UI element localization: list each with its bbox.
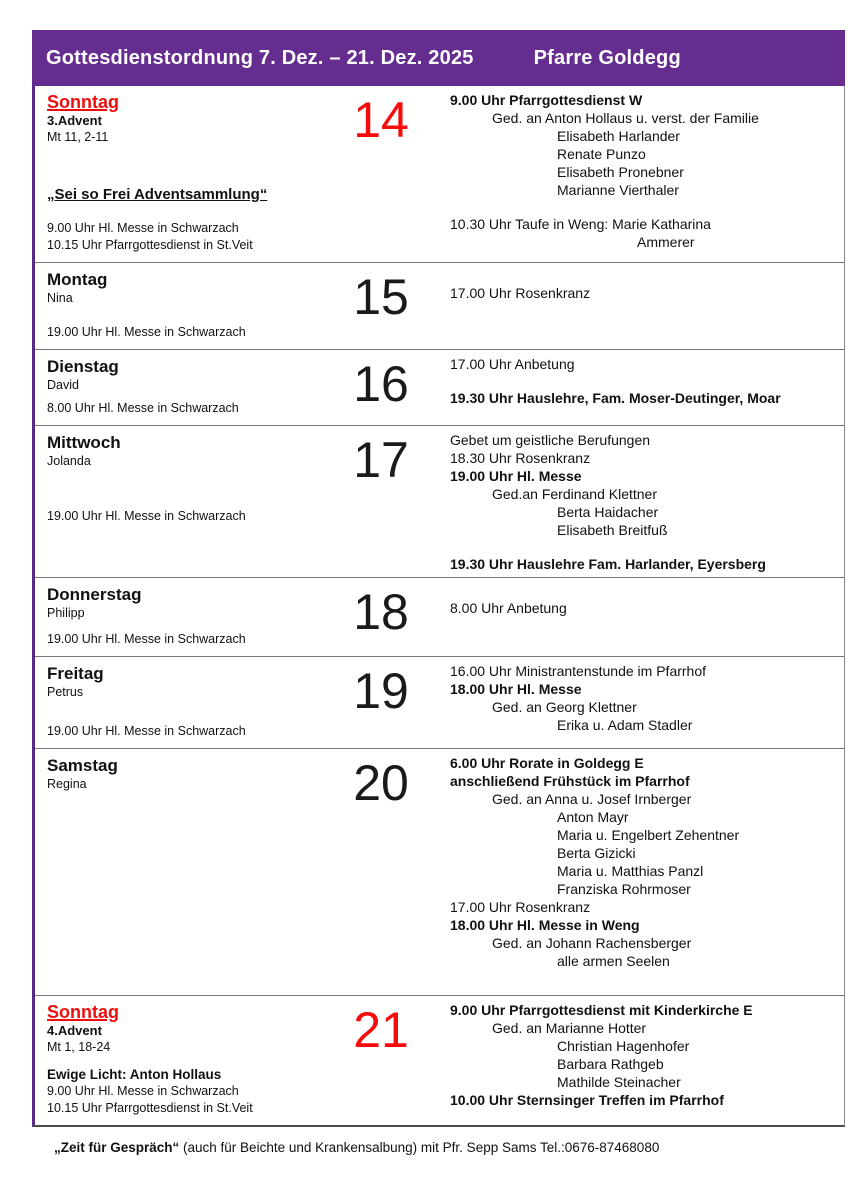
service-line: 19.00 Uhr Hl. Messe in Schwarzach [47, 325, 246, 339]
day-subtitle: Philipp [47, 606, 85, 620]
day-subtitle: Nina [47, 291, 73, 305]
service-line: 16.00 Uhr Ministrantenstunde im Pfarrhof [450, 663, 707, 679]
collection-announcement: „Sei so Frei Adventsammlung“ [47, 186, 268, 203]
day-right-cell [447, 350, 844, 425]
day-name: Sonntag [47, 1002, 119, 1022]
service-line: 18.30 Uhr Rosenkranz [450, 450, 591, 466]
service-line: Berta Gizicki [557, 845, 636, 861]
service-line: Ged.an Ferdinand Klettner [492, 486, 657, 502]
header-bar [32, 30, 845, 86]
service-line: 17.00 Uhr Rosenkranz [450, 285, 591, 301]
day-left-cell [35, 426, 315, 577]
day-left-cell [35, 996, 315, 1125]
day-date: 14 [353, 92, 409, 148]
day-name: Samstag [47, 756, 118, 775]
service-line: Franziska Rohrmoser [557, 881, 691, 897]
service-line: Ammerer [637, 234, 695, 250]
spacer-line [447, 373, 840, 389]
day-row-14 [35, 86, 844, 262]
service-line: 9.00 Uhr Hl. Messe in Schwarzach [47, 1084, 239, 1098]
service-line: Berta Haidacher [557, 504, 659, 520]
day-name: Sonntag [47, 92, 119, 112]
parish-name: Pfarre Goldegg [533, 46, 681, 69]
service-line: 8.00 Uhr Hl. Messe in Schwarzach [47, 401, 239, 415]
day-right-cell [447, 86, 844, 262]
day-left-services [47, 186, 315, 254]
service-line: 10.15 Uhr Pfarrgottesdienst in St.Veit [47, 1101, 253, 1115]
service-line: Ged. an Anna u. Josef Irnberger [492, 791, 692, 807]
spacer-line [447, 268, 840, 284]
day-subtitle: Mt 1, 18-24 [47, 1040, 111, 1054]
footer-lead: „Zeit für Gespräch“ [54, 1140, 180, 1155]
service-line: 18.00 Uhr Hl. Messe in Weng [450, 917, 640, 933]
day-name: Donnerstag [47, 585, 142, 604]
service-line: 9.00 Uhr Pfarrgottesdienst mit Kinderkirche E [450, 1002, 753, 1018]
service-line: Erika u. Adam Stadler [557, 717, 693, 733]
day-name: Montag [47, 270, 108, 289]
day-subtitle: Petrus [47, 685, 84, 699]
day-row-19 [35, 656, 844, 748]
day-left-services [47, 723, 315, 740]
day-name: Dienstag [47, 357, 119, 376]
service-line: 19.00 Uhr Hl. Messe [450, 468, 582, 484]
service-line: 6.00 Uhr Rorate in Goldegg E [450, 755, 644, 771]
service-line: Anton Mayr [557, 809, 629, 825]
day-right-cell [447, 996, 844, 1125]
day-left-services [47, 508, 315, 525]
service-line: Ged. an Johann Rachensberger [492, 935, 692, 951]
service-line: 19.00 Uhr Hl. Messe in Schwarzach [47, 724, 246, 738]
service-line: Gebet um geistliche Berufungen [450, 432, 651, 448]
day-left-services [47, 324, 315, 341]
service-line: Ged. an Anton Hollaus u. verst. der Familie [492, 110, 759, 126]
day-left-services [47, 631, 315, 648]
service-line: Ewige Licht: Anton Hollaus [47, 1067, 222, 1082]
service-line: 19.00 Uhr Hl. Messe in Schwarzach [47, 632, 246, 646]
service-line: Marianne Vierthaler [557, 182, 679, 198]
schedule-sheet [32, 30, 845, 1155]
service-line: Renate Punzo [557, 146, 646, 162]
service-line: 18.00 Uhr Hl. Messe [450, 681, 582, 697]
day-left-cell [35, 350, 315, 425]
service-line: Maria u. Engelbert Zehentner [557, 827, 740, 843]
day-left-cell [35, 578, 315, 656]
day-left-cell [35, 657, 315, 748]
day-date: 20 [353, 755, 409, 811]
day-left-cell [35, 263, 315, 349]
day-left-services [47, 400, 315, 417]
day-name: Freitag [47, 664, 104, 683]
service-line: alle armen Seelen [557, 953, 670, 969]
day-date: 15 [353, 269, 409, 325]
service-line [47, 203, 315, 220]
day-date: 21 [353, 1002, 409, 1058]
service-line: 17.00 Uhr Rosenkranz [450, 899, 591, 915]
day-subtitle: Regina [47, 777, 87, 791]
day-row-20 [35, 748, 844, 995]
service-line: 19.30 Uhr Hauslehre Fam. Harlander, Eyersberg [450, 556, 766, 572]
day-row-18 [35, 577, 844, 656]
service-line: 8.00 Uhr Anbetung [450, 600, 567, 616]
service-line: Barbara Rathgeb [557, 1056, 664, 1072]
service-line: 17.00 Uhr Anbetung [450, 356, 575, 372]
day-row-15 [35, 262, 844, 349]
document-title: Gottesdienstordnung 7. Dez. – 21. Dez. 2025 [46, 46, 474, 69]
service-line: Elisabeth Harlander [557, 128, 680, 144]
day-left-cell [35, 749, 315, 995]
day-subtitle: David [47, 378, 79, 392]
day-subtitle: 4.Advent [47, 1023, 102, 1038]
day-date: 18 [353, 584, 409, 640]
day-left-services [47, 1066, 315, 1117]
service-line: Mathilde Steinacher [557, 1074, 681, 1090]
day-row-17 [35, 425, 844, 577]
service-line: Maria u. Matthias Panzl [557, 863, 704, 879]
service-line: Ged. an Georg Klettner [492, 699, 637, 715]
service-line: Elisabeth Pronebner [557, 164, 684, 180]
footer-rest: (auch für Beichte und Krankensalbung) mit Pfr. Sepp Sams Tel.:0676-87468080 [179, 1140, 660, 1155]
service-line: 10.30 Uhr Taufe in Weng: Marie Katharina [450, 216, 711, 232]
day-left-cell [35, 86, 315, 262]
day-date: 17 [353, 432, 409, 488]
day-row-16 [35, 349, 844, 425]
day-row-21 [35, 995, 844, 1125]
service-line: 19.30 Uhr Hauslehre, Fam. Moser-Deutinger, Moar [450, 390, 781, 406]
day-name: Mittwoch [47, 433, 121, 452]
day-right-cell [447, 263, 844, 349]
day-date: 16 [353, 356, 409, 412]
service-line: Elisabeth Breitfuß [557, 522, 668, 538]
day-date: 19 [353, 663, 409, 719]
service-line: Ged. an Marianne Hotter [492, 1020, 647, 1036]
day-right-cell [447, 657, 844, 748]
spacer-line [447, 199, 840, 215]
service-line: 9.00 Uhr Hl. Messe in Schwarzach [47, 221, 239, 235]
service-line: 19.00 Uhr Hl. Messe in Schwarzach [47, 509, 246, 523]
service-line: Christian Hagenhofer [557, 1038, 690, 1054]
footer-note [32, 1140, 845, 1155]
spacer-line [447, 583, 840, 599]
day-rows [32, 86, 845, 1127]
service-line: 10.15 Uhr Pfarrgottesdienst in St.Veit [47, 238, 253, 252]
day-subtitle: Mt 11, 2-11 [47, 130, 109, 144]
service-line: anschließend Frühstück im Pfarrhof [450, 773, 690, 789]
day-right-cell [447, 578, 844, 656]
spacer-line [447, 539, 840, 555]
service-line: 10.00 Uhr Sternsinger Treffen im Pfarrhof [450, 1092, 724, 1108]
day-right-cell [447, 426, 844, 577]
day-right-cell [447, 749, 844, 995]
day-subtitle: 3.Advent [47, 113, 102, 128]
day-subtitle: Jolanda [47, 454, 91, 468]
service-line: 9.00 Uhr Pfarrgottesdienst W [450, 92, 643, 108]
